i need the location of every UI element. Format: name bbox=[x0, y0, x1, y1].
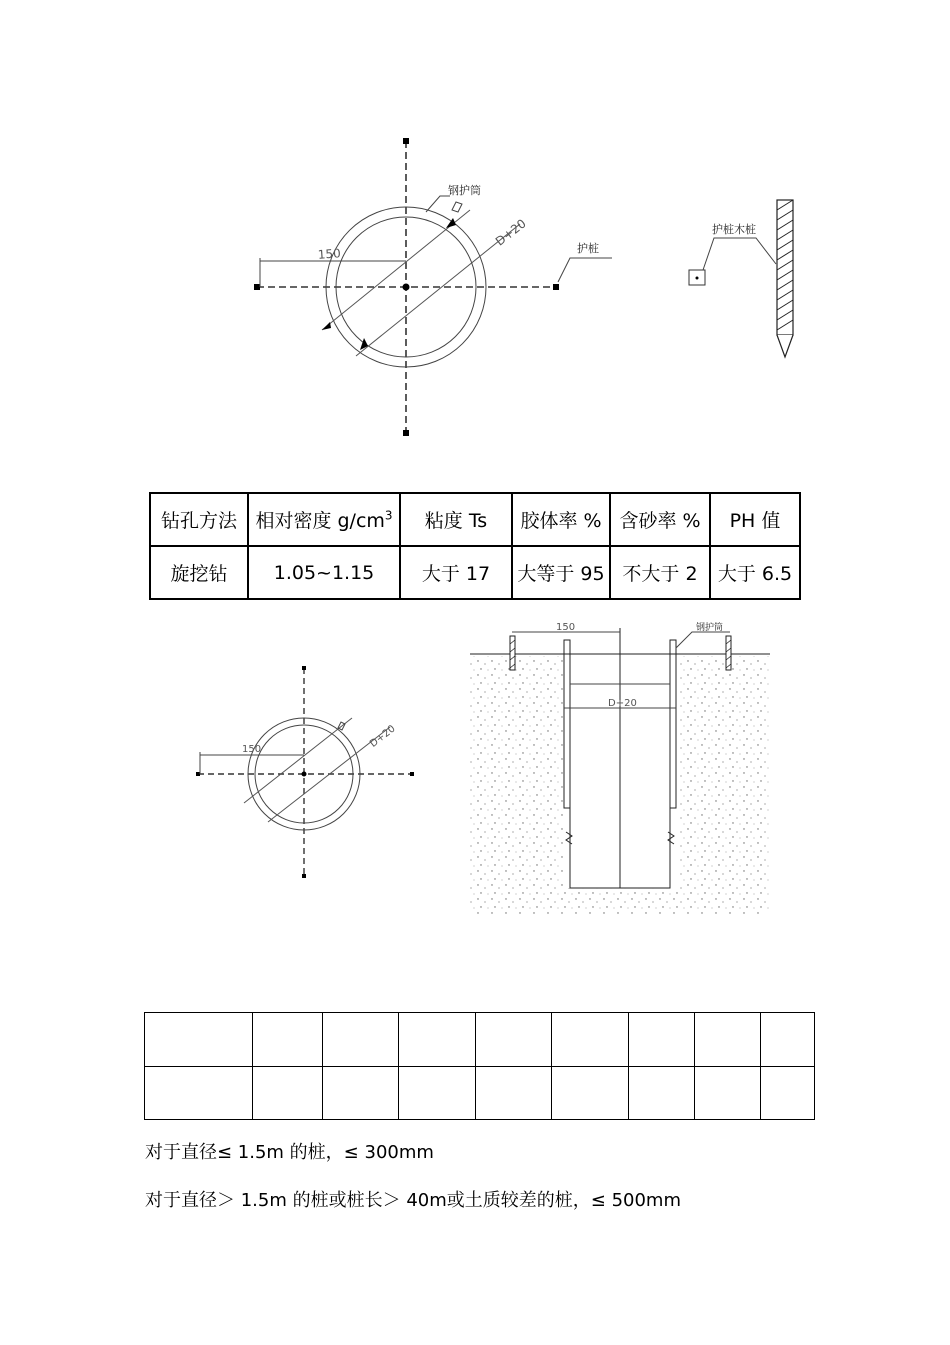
table-row bbox=[150, 546, 800, 599]
table-cell: 1.05~1.15 bbox=[248, 546, 400, 599]
guard-pile-leader bbox=[558, 258, 612, 282]
guard-pile-marker-right bbox=[553, 284, 559, 290]
header-cell: 钻孔方法 bbox=[150, 493, 248, 546]
casing-section-diagram bbox=[460, 610, 780, 920]
table-cell: 大于 17 bbox=[400, 546, 512, 599]
soil-bottom bbox=[564, 888, 678, 914]
wood-stake-leader bbox=[703, 238, 776, 270]
empty-grid-table bbox=[144, 1012, 815, 1120]
note-line-2: 对于直径＞ 1.5m 的桩或桩长＞ 40m或土质较差的桩，≤ 500mm bbox=[145, 1190, 681, 1211]
casing-leader bbox=[426, 196, 450, 212]
casing-plan-small-diagram bbox=[0, 600, 460, 900]
table-header-row bbox=[150, 493, 800, 546]
table-row bbox=[145, 1013, 815, 1067]
casing-label: 钢护筒 bbox=[448, 184, 481, 197]
soil-left bbox=[470, 656, 564, 914]
diameter-dimension-line bbox=[356, 224, 520, 356]
density-unit-superscript: 3 bbox=[384, 508, 393, 523]
soil-right bbox=[678, 656, 770, 914]
header-cell: 粘度 Ts bbox=[400, 493, 512, 546]
table-cell: 不大于 2 bbox=[610, 546, 710, 599]
guard-pile-marker-left bbox=[254, 284, 260, 290]
casing-wall-left bbox=[564, 640, 570, 808]
diameter-label: D+20 bbox=[608, 698, 637, 709]
casing-plan-diagram bbox=[0, 0, 950, 460]
wood-stake-label: 护桩木桩 bbox=[712, 223, 756, 236]
header-cell: 相对密度 $g/cm^3$ bbox=[248, 493, 400, 546]
casing-label: 钢护筒 bbox=[696, 623, 724, 633]
center-point bbox=[403, 284, 410, 291]
casing-wall-right bbox=[670, 640, 676, 808]
header-cell: 含砂率 % bbox=[610, 493, 710, 546]
note-line-1: 对于直径≤ 1.5m 的桩，≤ 300mm bbox=[145, 1142, 434, 1163]
mud-properties-table bbox=[149, 492, 801, 600]
guard-pile-marker-top bbox=[403, 138, 409, 144]
diameter-label: D+20 bbox=[368, 723, 398, 750]
table-cell: 旋挖钻 bbox=[150, 546, 248, 599]
table-cell: 大等于 95 bbox=[512, 546, 610, 599]
diameter-label: D+20 bbox=[492, 216, 529, 249]
table-cell: 大于 6.5 bbox=[710, 546, 800, 599]
wood-stake-elevation bbox=[777, 200, 793, 357]
header-cell: PH 值 bbox=[710, 493, 800, 546]
guard-pile-label: 护桩 bbox=[577, 242, 599, 255]
radius-label: 150 bbox=[242, 744, 262, 755]
table-row bbox=[145, 1066, 815, 1120]
radius-label: 150 bbox=[317, 246, 342, 262]
guard-pile-marker-bottom bbox=[403, 430, 409, 436]
header-cell: 胶体率 % bbox=[512, 493, 610, 546]
radius-label: 150 bbox=[556, 622, 576, 633]
